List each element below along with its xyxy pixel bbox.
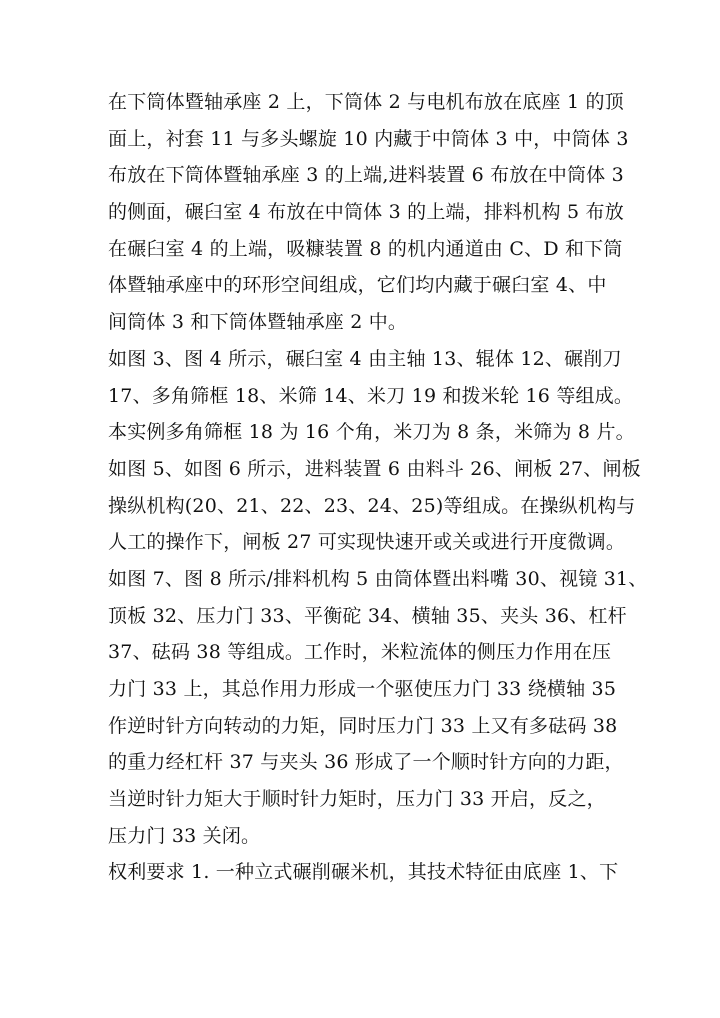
text-line: 37、砝码 38 等组成。工作时，米粒流体的侧压力作用在压 [108,641,612,664]
text-line: 操纵机构(20、21、22、23、24、25)等组成。在操纵机构与 [108,494,636,517]
text-line: 在碾臼室 4 的上端，吸糠装置 8 的机内通道由 C、D 和下筒 [108,237,623,260]
text-line: 17、多角筛框 18、米筛 14、米刀 19 和拨米轮 16 等组成。 [108,384,634,407]
text-line: 如图 7、图 8 所示/排料机构 5 由筒体暨出料嘴 30、视镜 31、 [108,567,648,590]
text-line: 面上，衬套 11 与多头螺旋 10 内藏于中筒体 3 中，中筒体 3 [108,127,629,150]
document-body [108,84,648,891]
text-line: 权利要求 1. 一种立式碾削碾米机，其技术特征由底座 1、下 [108,861,619,884]
text-line: 如图 5、如图 6 所示，进料装置 6 由料斗 26、闸板 27、闸板 [108,457,641,480]
text-line: 力门 33 上，其总作用力形成一个驱使压力门 33 绕横轴 35 [108,678,617,700]
text-line: 压力门 33 关闭。 [108,824,261,847]
text-line: 如图 3、图 4 所示，碾臼室 4 由主轴 13、辊体 12、碾削刀 [108,347,622,370]
text-line: 体暨轴承座中的环形空间组成，它们均内藏于碾臼室 4、中 [108,274,607,297]
text-line: 人工的操作下，闸板 27 可实现快速开或关或进行开度微调。 [108,531,626,554]
text-line: 在下筒体暨轴承座 2 上，下筒体 2 与电机布放在底座 1 的顶 [108,91,624,113]
text-line: 顶板 32、压力门 33、平衡砣 34、横轴 35、夹头 36、杠杆 [108,604,627,627]
text-line: 的重力经杠杆 37 与夹头 36 形成了一个顺时针方向的力距， [108,751,624,774]
text-line: 的侧面，碾臼室 4 布放在中筒体 3 的上端，排料机构 5 布放 [108,201,624,224]
text-line: 布放在下筒体暨轴承座 3 的上端,进料装置 6 布放在中筒体 3 [108,164,624,187]
text-line: 本实例多角筛框 18 为 16 个角，米刀为 8 条，米筛为 8 片。 [108,421,635,444]
text-line: 当逆时针力矩大于顺时针力矩时，压力门 33 开启，反之， [108,788,606,811]
text-line: 作逆时针方向转动的力矩，同时压力门 33 上又有多砝码 38 [108,714,618,737]
text-line: 间筒体 3 和下筒体暨轴承座 2 中。 [108,311,408,334]
